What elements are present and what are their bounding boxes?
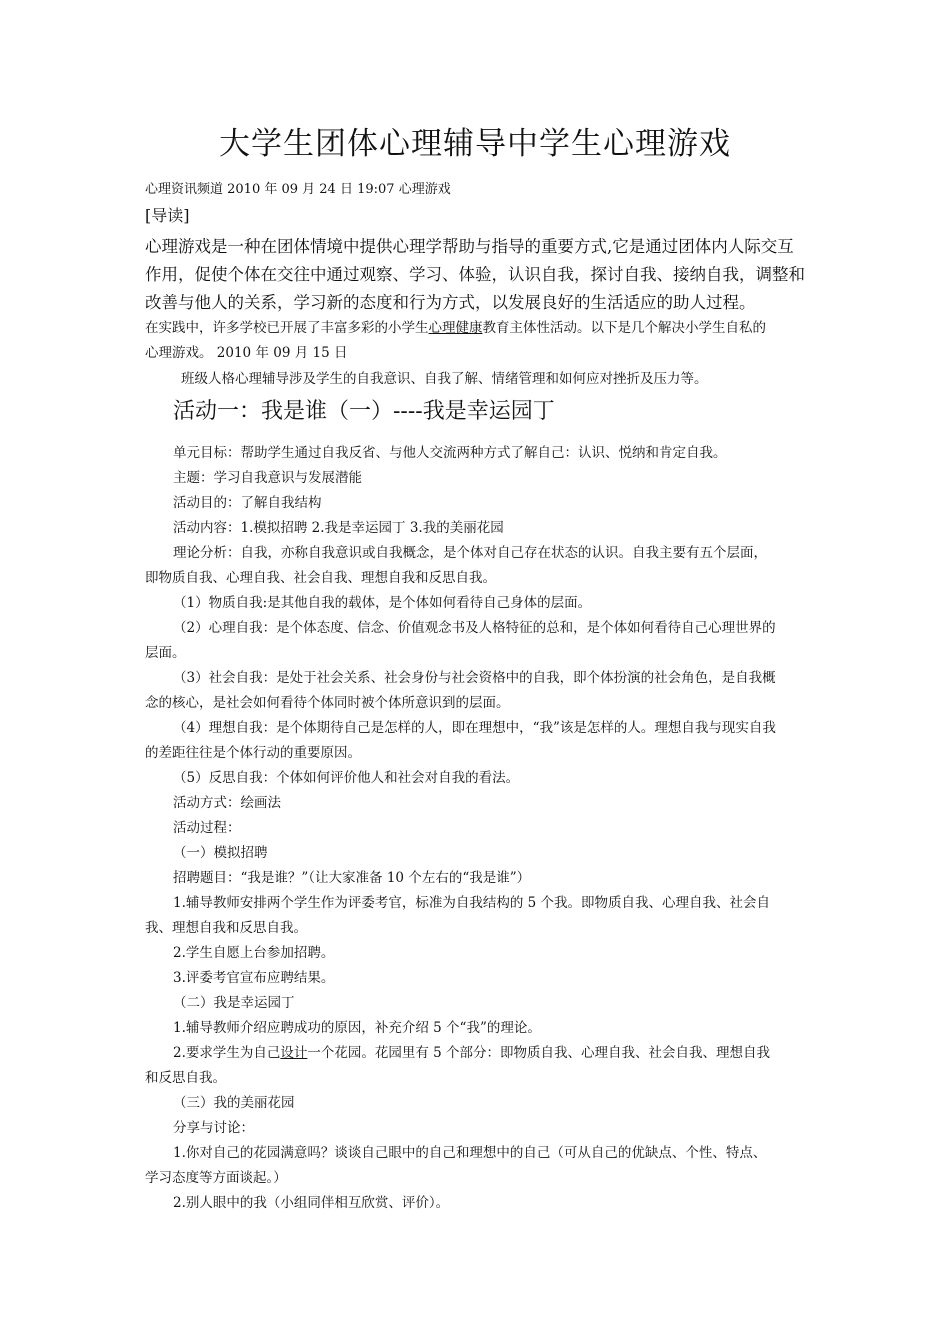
body-line: 分享与讨论：	[173, 1120, 254, 1136]
body-line: 活动方式：绘画法	[173, 795, 281, 811]
practice-line-1	[145, 318, 810, 338]
body-line: 1.辅导教师安排两个学生作为评委考官，标准为自我结构的 5 个我。即物质自我、心理自我、社会自	[173, 895, 771, 911]
body-line: 理论分析：自我，亦称自我意识或自我概念，是个体对自己存在状态的认识。自我主要有五个层面，	[173, 545, 767, 561]
body-line: （4）理想自我：是个体期待自己是怎样的人，即在理想中，“我”该是怎样的人。理想自我与现实自我	[173, 720, 776, 736]
body-text-a: 2.要求学生为自己	[173, 1045, 281, 1061]
document-title: 大学生团体心理辅导中学生心理游戏	[219, 126, 731, 162]
mental-health-link[interactable]: 心理健康	[428, 320, 483, 336]
intro-line-1: 心理游戏是一种在团体情境中提供心理学帮助与指导的重要方式,它是通过团体内人际交互	[145, 237, 794, 256]
body-line: 的差距往往是个体行动的重要原因。	[145, 745, 361, 761]
body-line: 活动内容：1.模拟招聘 2.我是幸运园丁 3.我的美丽花园	[173, 520, 504, 536]
body-line: 主题：学习自我意识与发展潜能	[173, 470, 362, 486]
body-line: 学习态度等方面谈起。）	[145, 1170, 287, 1186]
body-line: 招聘题目：“我是谁？”（让大家准备 10 个左右的“我是谁”）	[173, 870, 531, 886]
body-line: 1.辅导教师介绍应聘成功的原因，补充介绍 5 个“我”的理论。	[173, 1020, 541, 1036]
body-line: （5）反思自我：个体如何评价他人和社会对自我的看法。	[173, 770, 520, 786]
body-line: 活动过程：	[173, 820, 241, 836]
intro-heading: [导读]	[145, 206, 190, 225]
body-line: 3.评委考官宣布应聘结果。	[173, 970, 335, 986]
body-line	[173, 1043, 810, 1063]
body-line: （3）社会自我：是处于社会关系、社会身份与社会资格中的自我，即个体扮演的社会角色，是自我概	[173, 670, 776, 686]
body-line: 1.你对自己的花园满意吗？谈谈自己眼中的自己和理想中的自己（可从自己的优缺点、个性、特点、	[173, 1145, 767, 1161]
body-text-b: 一个花园。花园里有 5 个部分：即物质自我、心理自我、社会自我、理想自我	[307, 1045, 771, 1061]
practice-text-a: 在实践中，许多学校已开展了丰富多彩的小学生	[145, 320, 429, 336]
body-line: （2）心理自我：是个体态度、信念、价值观念书及人格特征的总和，是个体如何看待自己心理世界的	[173, 620, 776, 636]
design-link[interactable]: 设计	[280, 1045, 308, 1061]
body-line: （一）模拟招聘	[173, 845, 268, 861]
body-line: 即物质自我、心理自我、社会自我、理想自我和反思自我。	[145, 570, 496, 586]
activity-title: 活动一：我是谁（一）----我是幸运园丁	[173, 399, 555, 424]
class-note: 班级人格心理辅导涉及学生的自我意识、自我了解、情绪管理和如何应对挫折及压力等。	[181, 371, 708, 387]
body-line: （二）我是幸运园丁	[173, 995, 295, 1011]
body-line: 单元目标：帮助学生通过自我反省、与他人交流两种方式了解自己：认识、悦纳和肯定自我。	[173, 445, 727, 461]
body-line: 我、理想自我和反思自我。	[145, 920, 307, 936]
body-line: （1）物质自我:是其他自我的载体，是个体如何看待自己身体的层面。	[173, 595, 592, 611]
practice-line-2: 心理游戏。 2010 年 09 月 15 日	[145, 345, 348, 361]
intro-line-3: 改善与他人的关系，学习新的态度和行为方式，以发展良好的生活适应的助人过程。	[145, 293, 756, 312]
body-line: 层面。	[145, 645, 186, 661]
body-line: 2.别人眼中的我（小组同伴相互欣赏、评价）。	[173, 1195, 450, 1211]
body-line: （三）我的美丽花园	[173, 1095, 295, 1111]
intro-line-2: 作用，促使个体在交往中通过观察、学习、体验，认识自我，探讨自我、接纳自我，调整和	[145, 265, 805, 284]
body-line: 和反思自我。	[145, 1070, 226, 1086]
body-line: 活动目的：了解自我结构	[173, 495, 322, 511]
document-meta: 心理资讯频道 2010 年 09 月 24 日 19:07 心理游戏	[145, 182, 451, 197]
body-line: 2.学生自愿上台参加招聘。	[173, 945, 335, 961]
practice-text-b: 教育主体性活动。以下是几个解决小学生自私的	[482, 320, 766, 336]
body-line: 念的核心，是社会如何看待个体同时被个体所意识到的层面。	[145, 695, 510, 711]
